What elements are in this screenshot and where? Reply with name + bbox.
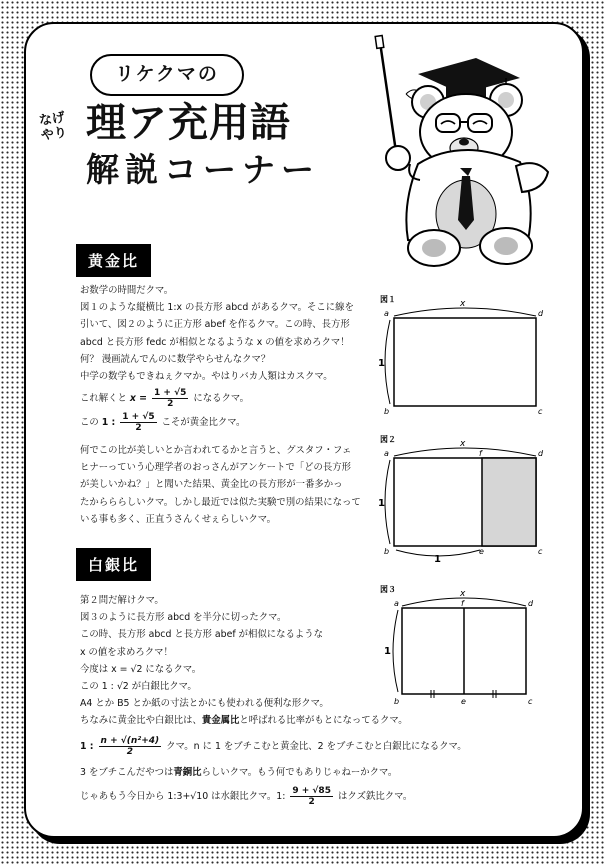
- golden-para2-line: 何でこの比が美しいとか言われてるかと言うと、グスタフ・フェ: [80, 445, 352, 456]
- golden-para2: [80, 442, 370, 528]
- golden-text-block: [80, 282, 370, 385]
- golden-solve-prefix: これ解くと: [80, 393, 127, 404]
- golden-line: 何？ 漫画読んでんのに数学やらせんなクマ？: [80, 353, 271, 365]
- fraction-denominator: 2: [126, 747, 133, 757]
- figure-3-d: d: [528, 599, 534, 608]
- fraction-numerator: n + √(n²+4): [100, 736, 160, 746]
- fraction-denominator: 2: [167, 399, 174, 409]
- golden-ratio-one: 1 :: [101, 417, 116, 428]
- figure-2-shaded-rect: [482, 458, 536, 546]
- heading-golden-ratio: 黄金比: [76, 244, 151, 277]
- title-main: 理ア充用語: [86, 100, 291, 146]
- golden-line: 中学の数学もできねぇクマか。やはりバカ人類はカスクマ。: [80, 371, 333, 383]
- formula-suffix: クマ。n に 1 をブチこむと黄金比、2 をブチこむと白銀比になるクマ。: [166, 741, 467, 752]
- silver-line: x の値を求めろクマ！: [80, 646, 173, 658]
- figure-2-a: a: [384, 449, 389, 458]
- figure-3-one: 1: [384, 646, 391, 657]
- fraction-denominator: 2: [135, 423, 142, 433]
- title-side-text: [38, 110, 68, 143]
- golden-line: 図１のような縦横比 1:x の長方形 abcd があるクマ。そこに線を: [80, 302, 354, 314]
- figure-2-e: e: [479, 547, 484, 556]
- figure-3-b: b: [394, 697, 400, 706]
- golden-solve-eq: x =: [129, 393, 148, 404]
- formula-one: 1 :: [80, 741, 94, 752]
- formula-fraction: [99, 736, 162, 757]
- figure-3-x: x: [460, 589, 466, 599]
- silver-line-x: 今度は x = √2 になるクマ。: [80, 663, 202, 675]
- silver-bronze-line: [80, 764, 397, 781]
- golden-ratio-line: [80, 412, 245, 433]
- figure-2-b: b: [384, 547, 390, 556]
- golden-para2-line: が美しいかね？」と聞いた結果、黄金比の長方形が一番多かっ: [80, 479, 343, 491]
- silver-text-block: [80, 592, 408, 730]
- figure-1-b: b: [384, 407, 390, 416]
- golden-line: 引いて、図２のように正方形 abef を作るクマ。この時、長方形: [80, 319, 350, 331]
- figure-3-e: e: [461, 697, 466, 706]
- bronze-text-a: 3 をブチこんだやつは: [80, 767, 174, 778]
- figure-2-x: x: [460, 439, 466, 449]
- bronze-text-bold: 青銅比: [173, 767, 202, 778]
- silver-formula-line: [80, 736, 467, 757]
- figure-1-label: 図１: [380, 295, 396, 304]
- silver-last-line: [80, 786, 412, 807]
- golden-ratio-prefix: この: [80, 417, 99, 428]
- figure-1-a: a: [384, 309, 389, 318]
- figure-1-d: d: [538, 309, 544, 318]
- golden-solution: [80, 388, 249, 409]
- figure-1-rect: [394, 318, 536, 406]
- title-side-line-1: なげ: [38, 110, 66, 129]
- figure-2-one-bottom: 1: [434, 554, 441, 565]
- silver-line-metal: [80, 712, 408, 729]
- figure-1-one: 1: [378, 358, 385, 369]
- figure-3-label: 図３: [380, 585, 396, 594]
- golden-ratio-fraction: [120, 412, 156, 433]
- golden-solve-fraction: [152, 388, 188, 409]
- figure-3-a: a: [394, 599, 399, 608]
- silver-line-a4: A4 とか B5 とか紙の寸法とかにも使われる便利な形クマ。: [80, 698, 329, 710]
- figure-2-c: c: [538, 547, 543, 556]
- figure-1-x: x: [460, 299, 466, 309]
- figure-1-c: c: [538, 407, 543, 416]
- metal-text-a: ちなみに黄金比や白銀比は、: [80, 715, 202, 727]
- fraction-numerator: 1 + √5: [122, 412, 155, 422]
- silver-line: この時、長方形 abcd と長方形 abef が相似になるような: [80, 629, 323, 641]
- golden-para2-line: ヒナーっていう心理学者のおっさんがアンケートで「どの長方形: [80, 462, 351, 474]
- golden-line: お数学の時間だクマ。: [80, 285, 174, 296]
- golden-para2-line: いる事も多く、正直うさんくせぇらしいクマ。: [80, 513, 276, 525]
- figure-3-f: f: [461, 599, 464, 608]
- title-sub: 解説コーナー: [86, 150, 320, 189]
- bronze-text-c: らしいクマ。もう何でもありじゃねーかクマ。: [201, 767, 398, 778]
- fraction-numerator: 1 + √5: [154, 388, 187, 398]
- figure-2-label: 図２: [380, 435, 396, 444]
- silver-line: 第２問だ解けクマ。: [80, 595, 164, 606]
- golden-line: abcd と長方形 fedc が相似となるような x の値を求めろクマ！: [80, 336, 350, 348]
- fraction-numerator: 9 + √85: [292, 786, 331, 796]
- silver-line: 図３のように長方形 abcd を半分に切ったクマ。: [80, 612, 287, 624]
- metal-text-bold: 貴金属比: [201, 715, 240, 727]
- heading-silver-ratio: 白銀比: [76, 548, 151, 581]
- golden-solve-suffix: になるクマ。: [193, 393, 250, 404]
- title-badge: リケクマの: [90, 54, 244, 96]
- silver-line-ratio: この 1 : √2 が白銀比クマ。: [80, 681, 197, 693]
- last-fraction: [290, 786, 333, 807]
- figure-1: [376, 292, 556, 422]
- figure-3-c: c: [528, 697, 533, 706]
- golden-para2-line: たからららしいクマ。しかし最近では似た実験で別の結果になって: [80, 496, 361, 508]
- figure-3: [376, 582, 556, 710]
- metal-text-c: と呼ばれる比率がもとになってるクマ。: [239, 715, 408, 727]
- last-text-a: じゃあもう今日から 1:3+√10 は水銀比クマ。1:: [80, 791, 286, 802]
- figure-2-one: 1: [378, 498, 385, 509]
- title-side-line-2: やり: [40, 125, 68, 144]
- figure-2-f: f: [479, 449, 482, 458]
- bear-illustration: [356, 34, 556, 270]
- golden-ratio-suffix: こそが黄金比クマ。: [161, 417, 246, 428]
- figure-2-d: d: [538, 449, 544, 458]
- figure-2: [376, 432, 556, 568]
- fraction-denominator: 2: [308, 797, 315, 807]
- last-text-b: はクズ鉄比クマ。: [337, 791, 413, 802]
